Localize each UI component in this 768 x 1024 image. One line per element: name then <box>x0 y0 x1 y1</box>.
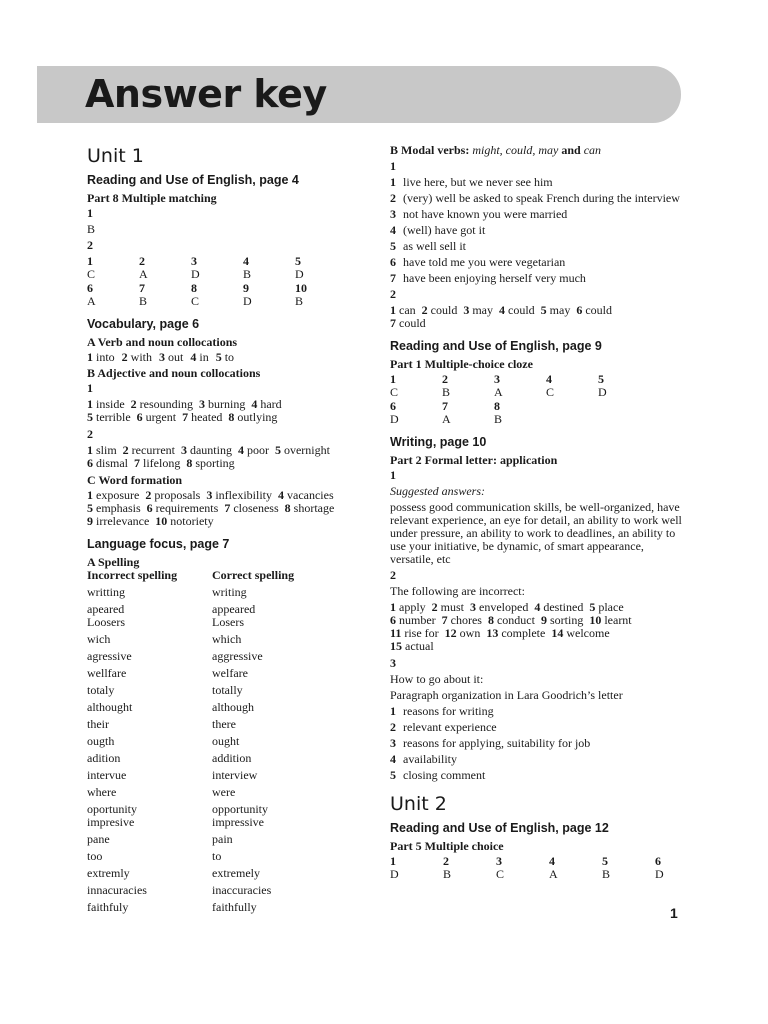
incorrect-spelling: oportunity <box>87 802 137 816</box>
modal-q2-answers <box>390 304 682 330</box>
answer-row <box>87 255 377 281</box>
spelling-table <box>87 586 377 914</box>
answer-row <box>87 282 377 308</box>
vocab-b-q2: 2 <box>87 427 93 441</box>
incorrect-spelling: too <box>87 849 103 863</box>
incorrect-spelling: ougth <box>87 734 115 748</box>
spelling-row <box>87 752 377 765</box>
answer-item: 5 overnight <box>274 443 330 457</box>
answer-item: 13 complete <box>486 626 546 640</box>
answer-item: 6 D <box>390 399 399 426</box>
vocab-b-heading: B Adjective and noun collocations <box>87 366 261 380</box>
numbered-item: 3 reasons for applying, suitability for job <box>390 736 591 750</box>
vocab-b-q1: 1 <box>87 381 93 395</box>
answer-item: 8 shortage <box>284 501 335 515</box>
answer-item: 8 outlying <box>228 410 278 424</box>
answer-item: 10 learnt <box>589 613 632 627</box>
spelling-heading: A Spelling <box>87 555 140 569</box>
spelling-row <box>87 867 377 880</box>
answer-item: 2 B <box>442 372 451 399</box>
answer-item: 7 chores <box>441 613 482 627</box>
answer-line <box>390 304 682 317</box>
answer-item: 1 can <box>390 303 416 317</box>
vocab-a-answers <box>87 351 377 364</box>
incorrect-header: Incorrect spelling <box>87 568 178 582</box>
part5-heading: Part 5 Multiple choice <box>390 839 504 853</box>
writing-q2: 2 <box>390 568 396 582</box>
answer-item: 4 hard <box>251 397 282 411</box>
answer-item: 8 B <box>494 399 503 426</box>
answer-line <box>390 317 682 330</box>
left-column <box>87 144 377 918</box>
answer-item: 10 B <box>295 281 307 308</box>
correct-spelling: although <box>212 700 254 714</box>
vocab-b-q2-answers <box>87 444 377 470</box>
answer-item: 7 could <box>390 316 426 330</box>
answer-item: 5 to <box>215 350 235 364</box>
answer-item: 5 D <box>295 254 304 281</box>
incorrect-spelling: impresive <box>87 815 135 829</box>
answer-item: 1 C <box>87 254 96 281</box>
answer-item: 1 slim <box>87 443 117 457</box>
answer-item: 6 D <box>655 854 664 881</box>
spelling-row <box>87 701 377 714</box>
spelling-row <box>87 616 377 629</box>
incorrect-spelling: faithfuly <box>87 900 129 914</box>
modal-q2: 2 <box>390 287 396 301</box>
answer-item: 4 in <box>190 350 209 364</box>
answer-line <box>87 457 377 470</box>
answer-item: 3 A <box>494 372 503 399</box>
incorrect-intro: The following are incorrect: <box>390 584 525 598</box>
correct-spelling: aggressive <box>212 649 263 663</box>
numbered-item: 2 relevant experience <box>390 720 497 734</box>
numbered-item: 7 have been enjoying herself very much <box>390 271 586 285</box>
answer-item: 5 emphasis <box>87 501 141 515</box>
answer-item: 2 could <box>421 303 458 317</box>
organization-list <box>390 705 682 782</box>
answer-item: 5 place <box>589 600 624 614</box>
suggested-answers-label: Suggested answers: <box>390 484 485 498</box>
spelling-row <box>87 718 377 731</box>
title-banner <box>37 66 681 123</box>
answer-row <box>390 400 682 426</box>
answer-item: 3 D <box>191 254 200 281</box>
vocab-heading: Vocabulary, page 6 <box>87 317 200 331</box>
modal-q1: 1 <box>390 159 396 173</box>
answer-item: 1 C <box>390 372 399 399</box>
answer-item: 4 B <box>243 254 252 281</box>
spelling-row <box>87 816 377 829</box>
correct-spelling: inaccuracies <box>212 883 272 897</box>
vocab-c-answers <box>87 489 377 528</box>
numbered-item: 1 reasons for writing <box>390 704 494 718</box>
answer-item: 8 C <box>191 281 200 308</box>
numbered-item: 4 availability <box>390 752 457 766</box>
answer-item: 7 heated <box>182 410 223 424</box>
correct-spelling: welfare <box>212 666 248 680</box>
answer-item: 8 conduct <box>487 613 535 627</box>
how-to-label: How to go about it: <box>390 672 484 686</box>
rue-page4-heading: Reading and Use of English, page 4 <box>87 173 299 187</box>
part2-heading: Part 2 Formal letter: application <box>390 453 558 467</box>
answer-item: 6 number <box>390 613 436 627</box>
correct-spelling: there <box>212 717 236 731</box>
answer-item: 3 C <box>496 854 505 881</box>
numbered-item: 1 live here, but we never see him <box>390 175 553 189</box>
answer-item: 1 exposure <box>87 488 140 502</box>
answer-row <box>390 373 682 399</box>
correct-spelling: extremely <box>212 866 260 880</box>
correct-spelling: Losers <box>212 615 244 629</box>
incorrect-spelling: innacuracies <box>87 883 147 897</box>
q2-number: 2 <box>87 238 93 252</box>
answer-item: 3 enveloped <box>470 600 529 614</box>
correct-spelling: faithfully <box>212 900 257 914</box>
spelling-row <box>87 586 377 599</box>
modal-verbs-heading: B Modal verbs: might, could, may and can <box>390 143 602 157</box>
rue-page12-heading: Reading and Use of English, page 12 <box>390 821 609 835</box>
incorrect-spelling: apeared <box>87 602 125 616</box>
numbered-item: 4 (well) have got it <box>390 223 486 237</box>
correct-spelling: opportunity <box>212 802 268 816</box>
vocab-a-heading: A Verb and noun collocations <box>87 335 238 349</box>
answer-item: 5 may <box>540 303 571 317</box>
incorrect-answers <box>390 601 682 653</box>
answer-item: 7 A <box>442 399 451 426</box>
answer-item: 3 may <box>463 303 493 317</box>
writing-q3: 3 <box>390 656 396 670</box>
answer-item: 2 must <box>431 600 465 614</box>
answer-item: 8 sporting <box>186 456 235 470</box>
incorrect-spelling: pane <box>87 832 110 846</box>
writing-heading: Writing, page 10 <box>390 435 487 449</box>
paragraph-organization: Paragraph organization in Lara Goodrich’s letter <box>390 688 623 702</box>
spelling-row <box>87 884 377 897</box>
incorrect-spelling: agressive <box>87 649 132 663</box>
spelling-row <box>87 633 377 646</box>
incorrect-spelling: extremly <box>87 866 130 880</box>
answer-item: 5 terrible <box>87 410 131 424</box>
spelling-row <box>87 769 377 782</box>
numbered-item: 6 have told me you were vegetarian <box>390 255 566 269</box>
incorrect-spelling: their <box>87 717 109 731</box>
answer-item: 2 proposals <box>145 488 201 502</box>
answer-item: 2 A <box>139 254 148 281</box>
spelling-row <box>87 650 377 663</box>
correct-spelling: appeared <box>212 602 256 616</box>
spelling-row <box>87 667 377 680</box>
answer-item: 2 with <box>121 350 153 364</box>
answer-item: 3 burning <box>199 397 246 411</box>
answer-item: 4 vacancies <box>278 488 334 502</box>
answer-item: 3 out <box>159 350 184 364</box>
modal-q1-answers <box>390 176 682 285</box>
answer-item: 4 C <box>546 372 555 399</box>
correct-spelling: writing <box>212 585 247 599</box>
q1-number: 1 <box>87 206 93 220</box>
incorrect-spelling: wich <box>87 632 111 646</box>
part1-answers <box>390 373 682 426</box>
answer-item: 2 resounding <box>130 397 193 411</box>
spelling-row <box>87 850 377 863</box>
incorrect-spelling: althought <box>87 700 133 714</box>
answer-item: 4 poor <box>237 443 269 457</box>
part1-heading: Part 1 Multiple-choice cloze <box>390 357 533 371</box>
answer-line <box>87 515 377 528</box>
correct-header: Correct spelling <box>212 568 295 582</box>
answer-item: 5 D <box>598 372 607 399</box>
spelling-row <box>87 786 377 799</box>
spelling-row <box>87 684 377 697</box>
spelling-row <box>87 833 377 846</box>
correct-spelling: which <box>212 632 242 646</box>
spelling-row <box>87 735 377 748</box>
incorrect-spelling: intervue <box>87 768 127 782</box>
writing-q1: 1 <box>390 468 396 482</box>
part5-answers <box>390 855 682 881</box>
incorrect-spelling: totaly <box>87 683 115 697</box>
vocab-c-heading: C Word formation <box>87 473 183 487</box>
answer-item: 1 inside <box>87 397 125 411</box>
page-number: 1 <box>670 905 678 921</box>
right-column <box>390 144 682 882</box>
correct-spelling: to <box>212 849 222 863</box>
numbered-item: 2 (very) well be asked to speak French during the interview <box>390 191 680 205</box>
incorrect-spelling: where <box>87 785 117 799</box>
answer-item: 6 urgent <box>136 410 177 424</box>
answer-item: 11 rise for <box>390 626 439 640</box>
answer-item: 4 A <box>549 854 558 881</box>
correct-spelling: interview <box>212 768 258 782</box>
correct-spelling: ought <box>212 734 240 748</box>
answer-line <box>87 411 377 424</box>
part8-heading: Part 8 Multiple matching <box>87 191 217 205</box>
numbered-item: 5 closing comment <box>390 768 486 782</box>
answer-item: 1 D <box>390 854 399 881</box>
unit-2-heading: Unit 2 <box>390 793 447 815</box>
numbered-item: 3 not have known you were married <box>390 207 568 221</box>
answer-item: 7 closeness <box>224 501 279 515</box>
incorrect-spelling: wellfare <box>87 666 127 680</box>
answer-item: 7 B <box>139 281 148 308</box>
answer-item: 6 dismal <box>87 456 128 470</box>
vocab-b-q1-answers <box>87 398 377 424</box>
incorrect-spelling: writting <box>87 585 125 599</box>
answer-item: 9 sorting <box>540 613 584 627</box>
incorrect-spelling: Loosers <box>87 615 125 629</box>
answer-item: 15 actual <box>390 639 434 653</box>
answer-item: 3 inflexibility <box>206 488 272 502</box>
answer-item: 7 lifelong <box>134 456 181 470</box>
answer-item: 9 D <box>243 281 252 308</box>
correct-spelling: were <box>212 785 236 799</box>
answer-item: 1 apply <box>390 600 426 614</box>
suggested-answers-text: possess good communication skills, be well-organized, have relevant experience, an eye for detail, an ability to work well under pressure, an ability to work to deadlines, an ability to use your initiative, be dynamic, of smart appearance, versatile, etc <box>390 500 682 566</box>
answer-item: 6 could <box>576 303 613 317</box>
rue-page9-heading: Reading and Use of English, page 9 <box>390 339 602 353</box>
answer-item: 4 could <box>499 303 535 317</box>
unit-1-heading: Unit 1 <box>87 145 144 167</box>
spelling-column-headers <box>87 569 377 582</box>
correct-spelling: addition <box>212 751 252 765</box>
answer-item: 2 recurrent <box>122 443 175 457</box>
answer-item: 14 welcome <box>551 626 610 640</box>
answer-item: 4 destined <box>534 600 584 614</box>
answer-item: 2 B <box>443 854 452 881</box>
answer-item: 10 notoriety <box>155 514 214 528</box>
correct-spelling: impressive <box>212 815 264 829</box>
language-focus-heading: Language focus, page 7 <box>87 537 230 551</box>
incorrect-spelling: adition <box>87 751 121 765</box>
numbered-item: 5 as well sell it <box>390 239 466 253</box>
correct-spelling: pain <box>212 832 233 846</box>
answer-item: 5 B <box>602 854 611 881</box>
answer-item: 6 requirements <box>146 501 219 515</box>
answer-item: 9 irrelevance <box>87 514 150 528</box>
correct-spelling: totally <box>212 683 243 697</box>
answer-item: 3 daunting <box>180 443 232 457</box>
answer-item: 1 into <box>87 350 115 364</box>
answer-item: 12 own <box>444 626 481 640</box>
part8-answers <box>87 255 377 308</box>
page-title: Answer key <box>85 72 327 116</box>
spelling-row <box>87 901 377 914</box>
answer-item: 6 A <box>87 281 96 308</box>
answer-line <box>390 640 682 653</box>
q1-answer: B <box>87 222 96 236</box>
